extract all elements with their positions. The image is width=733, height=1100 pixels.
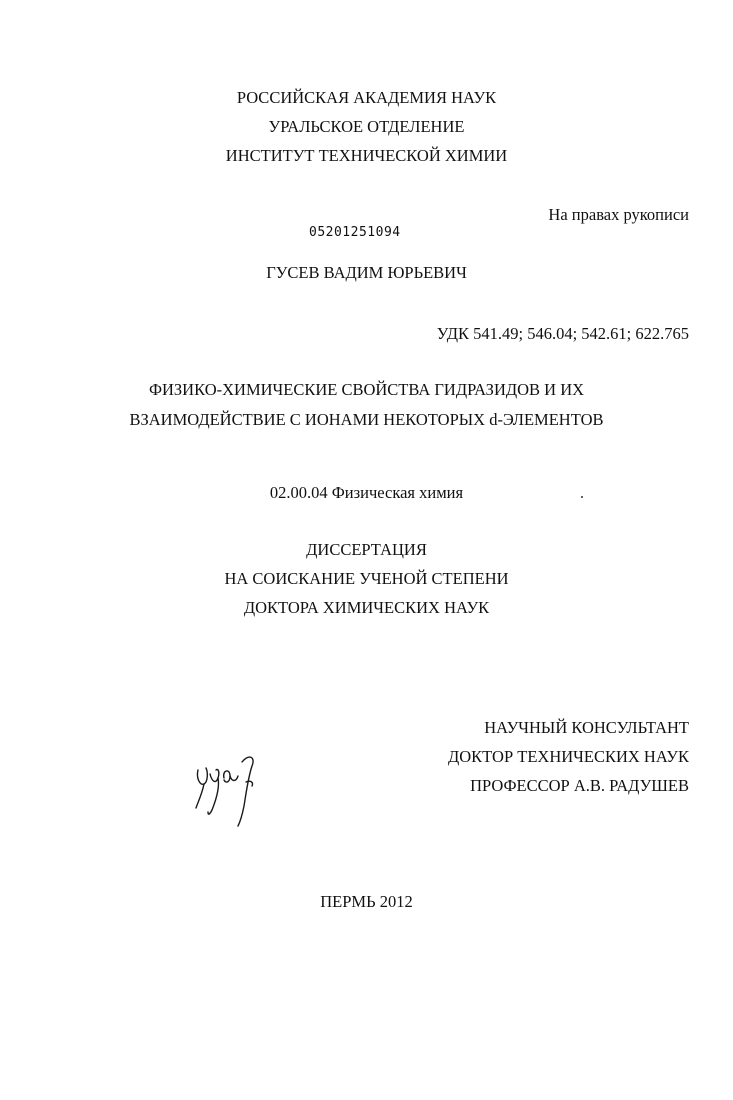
author-name: ГУСЕВ ВАДИМ ЮРЬЕВИЧ — [266, 263, 467, 282]
registration-number: 05201251094 — [309, 225, 401, 240]
degree-line-2: НА СОИСКАНИЕ УЧЕНОЙ СТЕПЕНИ — [224, 569, 509, 588]
institute-name: ИНСТИТУТ ТЕХНИЧЕСКОЙ ХИМИИ — [225, 146, 508, 165]
degree-line-3: ДОКТОРА ХИМИЧЕСКИХ НАУК — [243, 598, 490, 617]
title-line-2: ВЗАИМОДЕЙСТВИЕ С ИОНАМИ НЕКОТОРЫХ d-ЭЛЕМЕНТОВ — [129, 410, 604, 429]
consultant-name: ПРОФЕССОР А.В. РАДУШЕВ — [470, 776, 689, 795]
branch-name: УРАЛЬСКОЕ ОТДЕЛЕНИЕ — [268, 117, 465, 136]
manuscript-note: На правах рукописи — [548, 205, 689, 224]
consultant-role: НАУЧНЫЙ КОНСУЛЬТАНТ — [484, 718, 689, 737]
scan-speck — [581, 496, 583, 498]
consultant-degree: ДОКТОР ТЕХНИЧЕСКИХ НАУК — [448, 747, 689, 766]
title-line-1: ФИЗИКО-ХИМИЧЕСКИЕ СВОЙСТВА ГИДРАЗИДОВ И ИХ — [148, 380, 585, 399]
specialty: 02.00.04 Физическая химия — [269, 483, 464, 502]
handwritten-signature — [190, 748, 262, 828]
udc-codes: УДК 541.49; 546.04; 542.61; 622.765 — [436, 324, 689, 343]
degree-line-1: ДИССЕРТАЦИЯ — [306, 540, 427, 559]
academy-name: РОССИЙСКАЯ АКАДЕМИЯ НАУК — [236, 88, 497, 107]
place-year: ПЕРМЬ 2012 — [320, 892, 413, 911]
